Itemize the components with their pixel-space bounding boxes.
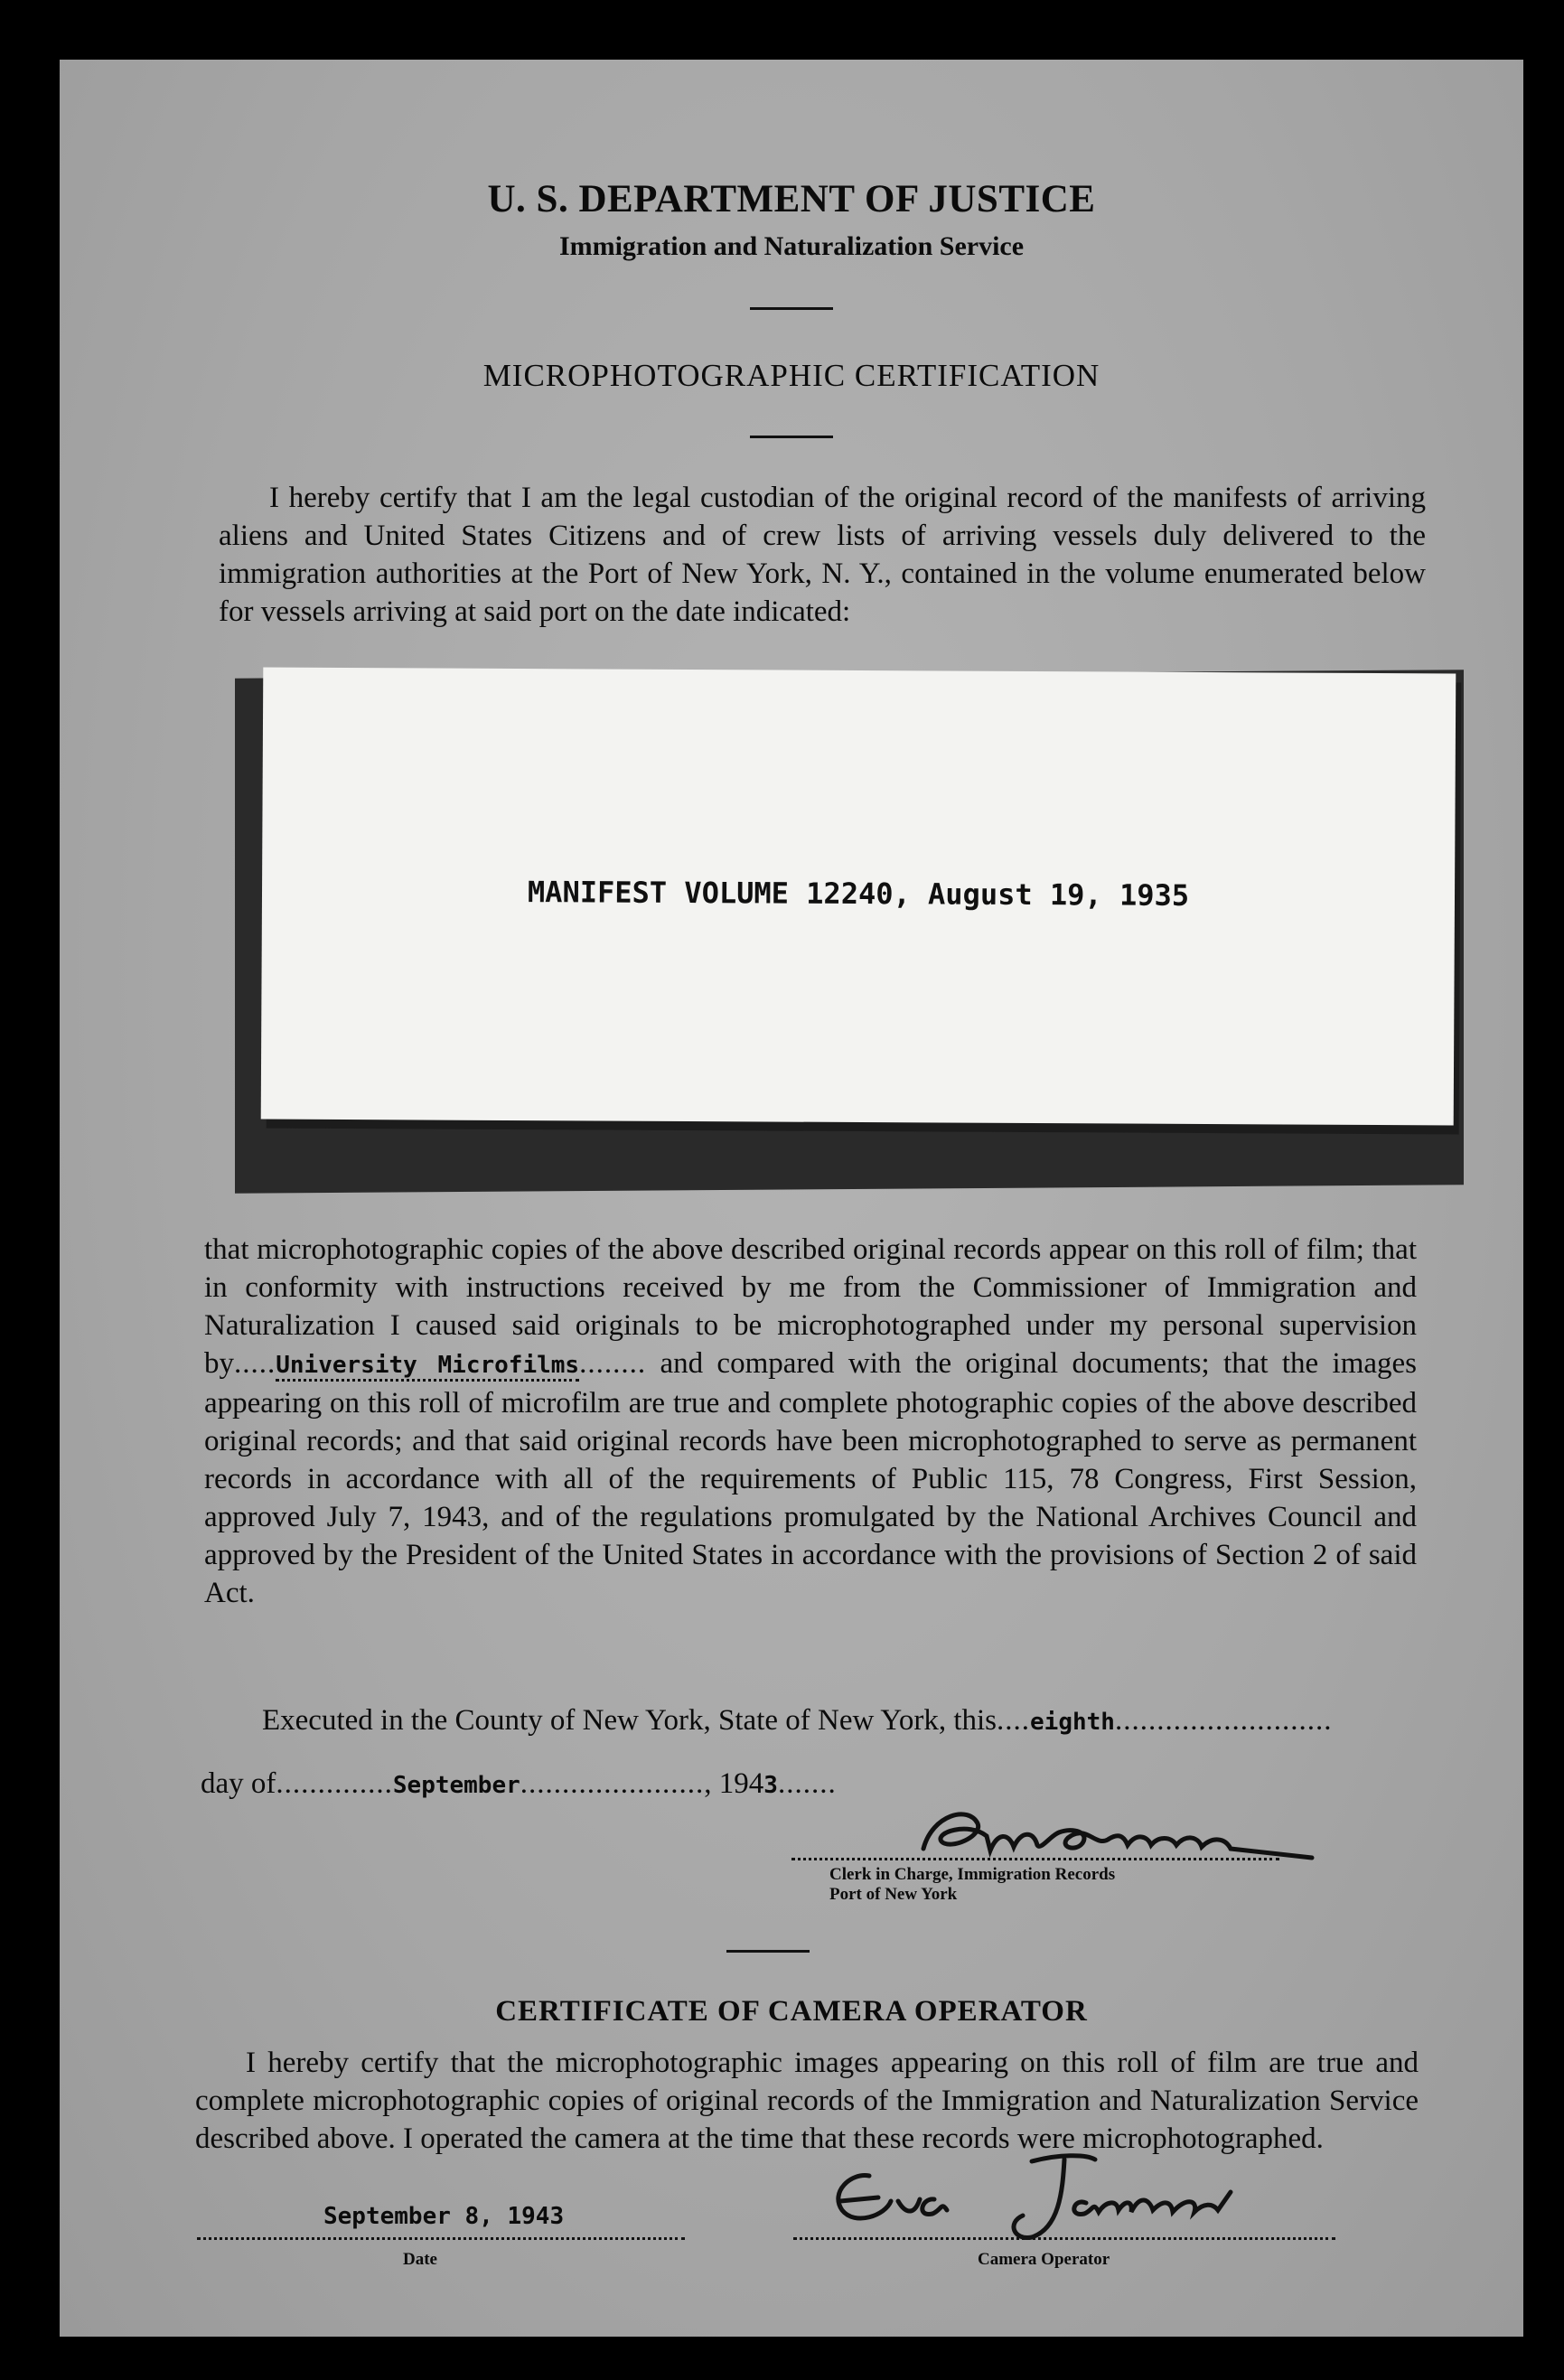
camera-operator-title: CERTIFICATE OF CAMERA OPERATOR bbox=[495, 1995, 1088, 2028]
executed-month: September bbox=[392, 1772, 520, 1799]
year-digit: 3 bbox=[763, 1772, 778, 1799]
divider-rule bbox=[750, 307, 833, 310]
year-prefix: 194 bbox=[718, 1767, 764, 1800]
camera-operator-signature bbox=[815, 2147, 1240, 2246]
service-subheading: Immigration and Naturalization Service bbox=[558, 231, 1025, 261]
custodian-statement-text: I hereby certify that I am the legal custodian of the original record of the manifests of arriving aliens and United States Citizens and of crew lists of arriving vessels duly delivered to the immigration authorities at the Port of New York, N. Y., contained in the volume enumerated below for vessels arriving at said port on the date indicated: bbox=[219, 482, 1426, 628]
date-caption: Date bbox=[403, 2250, 437, 2269]
clerk-caption bbox=[829, 1865, 1115, 1905]
volume-slip bbox=[261, 668, 1456, 1126]
clerk-caption-title: Clerk in Charge, Immigration Records bbox=[829, 1865, 1116, 1884]
executed-line: Executed in the County of New York, State of New York, this....eighth.......................... bbox=[262, 1704, 1333, 1737]
divider-rule bbox=[750, 436, 833, 438]
certification-body-part1: that microphotographic copies of the above described original records appear on this roll of film; that in conformity with instructions received by me from the Commissioner of Immigration and Naturalization I caused said originals to be microphotographed under my personal supervision by bbox=[204, 1233, 1417, 1380]
executed-day: eighth bbox=[1030, 1709, 1115, 1736]
department-heading: U. S. DEPARTMENT OF JUSTICE bbox=[487, 178, 1096, 220]
certificate-sheet bbox=[60, 60, 1523, 2337]
certification-body-part2: and compared with the original documents; that the images appearing on this roll of microfilm are true and complete photographic copies of the above described original records; and that said original records have been microphotographed to serve as permanent records in accordance with all of the requirements of Public 115, 78 Congress, First Session, approved July 7, 1943, and of the regulations promulgated by the National Archives Council and approved by the President of the United States in accordance with the provisions of Section 2 of said Act. bbox=[204, 1347, 1417, 1609]
camera-operator-statement-text: I hereby certify that the microphotographic images appearing on this roll of film are true and complete microphotographic copies of original records of the Immigration and Naturalization Service described above. I operated the camera at the time that these records were microphotographed. bbox=[195, 2047, 1419, 2155]
certification-title: MICROPHOTOGRAPHIC CERTIFICATION bbox=[482, 358, 1100, 393]
operator-caption: Camera Operator bbox=[978, 2250, 1110, 2269]
camera-operator-statement bbox=[195, 2044, 1419, 2158]
custodian-statement bbox=[219, 479, 1426, 631]
certification-body: that microphotographic copies of the above described original records appear on this roll of film; that in conformity with instructions received by me from the Commissioner of Immigration and Naturalization I caused said originals to be microphotographed under my personal supervision by.....University Microfilms........ and compared with the original documents; that the images appearing on this roll of microfilm are true and complete photographic copies of the above described original records; and that said original records have been microphotographed to serve as permanent records in accordance with all of the requirements of Public 115, 78 Congress, First Session, approved July 7, 1943, and of the regulations promulgated by the National Archives Council and approved by the President of the United States in accordance with the provisions of Section 2 of said Act. bbox=[204, 1233, 1417, 1609]
divider-rule bbox=[726, 1950, 810, 1953]
operator-date: September 8, 1943 bbox=[323, 2203, 565, 2230]
clerk-caption-port: Port of New York bbox=[829, 1885, 958, 1904]
date-line bbox=[197, 2237, 685, 2240]
executed-prefix: Executed in the County of New York, State of New York, this bbox=[262, 1704, 997, 1737]
day-of-label: day of bbox=[201, 1767, 276, 1800]
day-of-line: day of..............September......................, 1943....... bbox=[201, 1767, 837, 1800]
photographer-name: University Microfilms bbox=[276, 1352, 579, 1382]
volume-slip-text: MANIFEST VOLUME 12240, August 19, 1935 bbox=[527, 875, 1190, 913]
